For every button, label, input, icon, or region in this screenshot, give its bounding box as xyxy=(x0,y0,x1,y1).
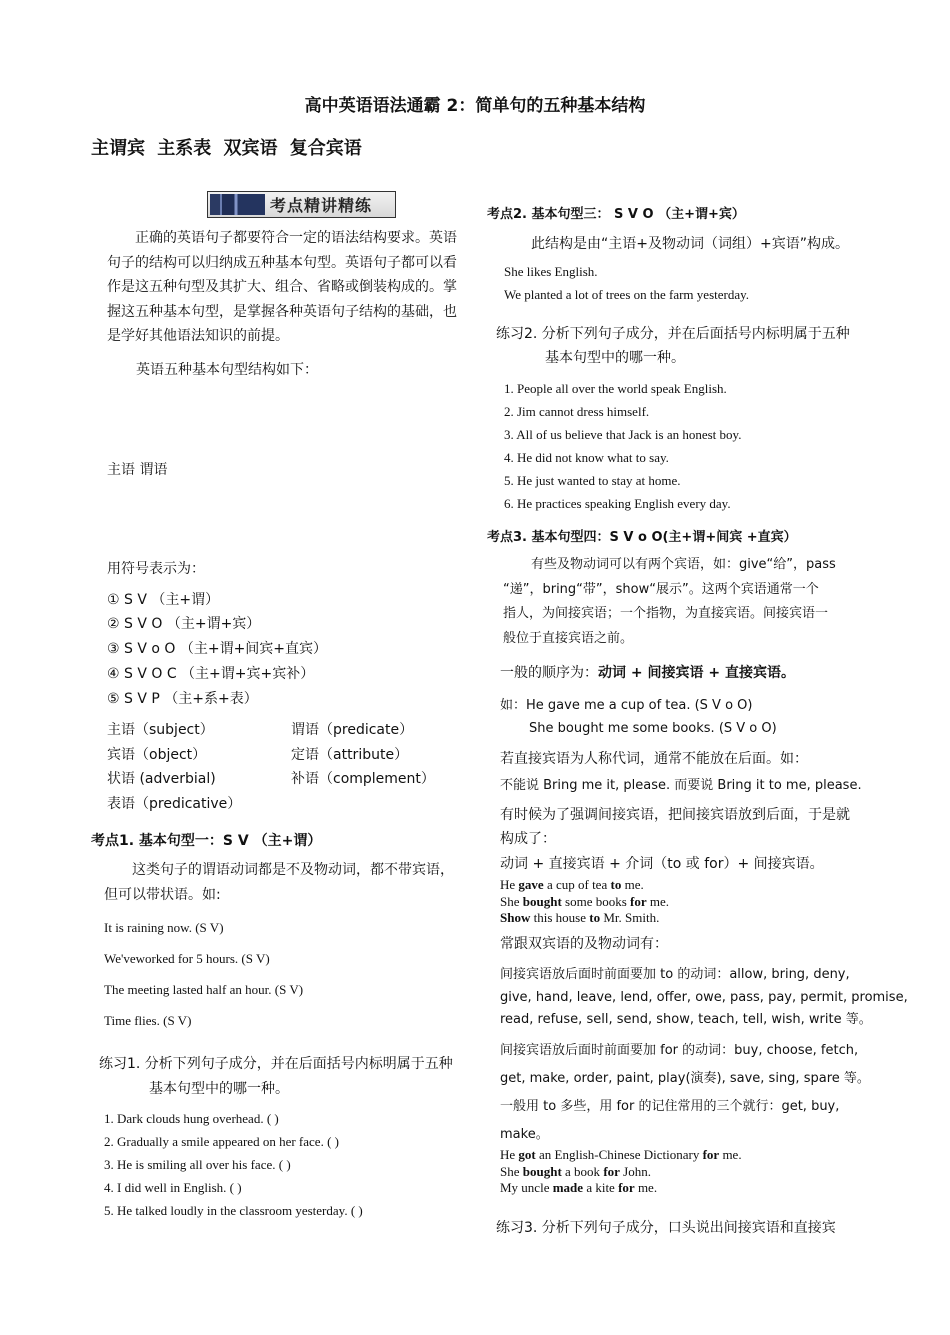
example-sentence: We'veworked for 5 hours. (S V) xyxy=(104,951,270,966)
pattern-item: ① S V （主+谓） xyxy=(107,592,220,608)
bold-word: to xyxy=(610,877,622,892)
example-sentence: She likes English. xyxy=(504,264,598,279)
text-run: John. xyxy=(619,1163,651,1179)
intro-line: 作是这五种句型及其扩大、组合、省略或倒装构成的。掌 xyxy=(107,279,457,295)
bold-word: for xyxy=(618,1180,635,1195)
symbols-intro: 用符号表示为： xyxy=(107,561,205,577)
text-run: He xyxy=(500,877,519,892)
structures-intro: 英语五种基本句型结构如下： xyxy=(136,362,318,378)
exercise1-title-cont: 基本句型中的哪一种。 xyxy=(149,1081,289,1097)
bold-word: for xyxy=(603,1163,620,1179)
bold-word: bought xyxy=(522,1163,562,1179)
badge-label: 考点精讲精练 xyxy=(270,196,373,215)
bold-word: Show xyxy=(500,910,531,925)
desc-line: 指人，为间接宾语；一个指物，为直接宾语。间接宾语一 xyxy=(503,606,829,621)
text-run: a book xyxy=(561,1163,604,1179)
bold-word: made xyxy=(552,1180,584,1195)
exercise1-title: 练习1. 分析下列句子成分，并在后面括号内标明属于五种 xyxy=(99,1056,453,1072)
intro-line: 是学好其他语法知识的前提。 xyxy=(107,328,289,344)
term: 状语 (adverbial) xyxy=(107,771,216,787)
example-sentence: The meeting lasted half an hour. (S V) xyxy=(104,982,304,997)
exercise2-title: 练习2. 分析下列句子成分，并在后面括号内标明属于五种 xyxy=(496,326,850,342)
verbs-line: get, make, order, paint, play(演奏), save, sing, spare 等。 xyxy=(500,1071,870,1086)
verbs-line: 间接宾语放后面时前面要加 for 的动词：buy, choose, fetch, xyxy=(500,1043,859,1058)
for-verbs-list xyxy=(500,1037,870,1093)
bold-word: bought xyxy=(522,893,562,909)
kaodian3-title: 考点3. 基本句型四：S V o O(主+谓+间宾 +直宾） xyxy=(487,530,797,545)
bold-word: gave xyxy=(518,877,544,892)
page-subtitle: 主谓宾 主系表 双宾语 复合宾语 xyxy=(91,138,362,159)
emphasis-note: 有时候为了强调间接宾语，把间接宾语放到后面，于是就 xyxy=(500,807,850,823)
example-sentence: Time flies. (S V) xyxy=(104,1013,192,1028)
exercise-item: 5. He just wanted to stay at home. xyxy=(504,473,681,488)
exercise3-title: 练习3. 分析下列句子成分，口头说出间接宾语和直接宾 xyxy=(496,1220,836,1236)
subject-predicate-label: 主语 谓语 xyxy=(107,462,168,478)
note-line: 一般用 to 多些，用 for 的记住常用的三个就行：get, buy, xyxy=(500,1099,840,1114)
desc-line: 但可以带状语。如: xyxy=(104,886,221,903)
example-sentence xyxy=(500,894,669,911)
exercise-item: 2. Gradually a smile appeared on her face. ( ) xyxy=(104,1134,339,1149)
exercise-item: 6. He practices speaking English every day. xyxy=(504,496,731,511)
exercise-item: 4. He did not know what to say. xyxy=(504,450,669,465)
note-line: make。 xyxy=(500,1127,549,1142)
example-sentence: 如：He gave me a cup of tea. (S V o O) xyxy=(500,698,753,713)
example-sentence: It is raining now. (S V) xyxy=(104,920,224,935)
verbs-line: read, refuse, sell, send, show, teach, tell, wish, write 等。 xyxy=(500,1012,872,1027)
verbs-line: give, hand, leave, lend, offer, owe, pass, pay, permit, promise, xyxy=(500,989,908,1005)
common-verbs-intro: 常跟双宾语的及物动词有： xyxy=(500,936,668,952)
text-run: My uncle xyxy=(500,1180,553,1195)
term: 表语（predicative） xyxy=(107,796,242,812)
exercise-item: 3. He is smiling all over his face. ( ) xyxy=(104,1157,291,1172)
bold-word: to xyxy=(589,910,601,925)
pattern-item: ⑤ S V P （主+系+表） xyxy=(107,691,258,707)
intro-line: 正确的英语句子都要符合一定的语法结构要求。英语 xyxy=(135,230,457,246)
emphasis-examples xyxy=(500,877,669,927)
section-badge xyxy=(207,191,396,218)
text-run: me. xyxy=(646,893,670,909)
desc-line: 般位于直接宾语之前。 xyxy=(503,630,634,646)
verbs-line: 间接宾语放后面时前面要加 to 的动词：allow, bring, deny, xyxy=(500,967,850,982)
pattern-item: ③ S V o O （主+谓+间宾+直宾） xyxy=(107,641,328,657)
example-sentence: She bought me some books. (S V o O) xyxy=(529,721,777,736)
kaodian2-desc: 此结构是由“主语+及物动词（词组）+宾语”构成。 xyxy=(531,236,849,252)
desc-line: 有些及物动词可以有两个宾语，如：give“给”，pass xyxy=(531,557,836,572)
desc-line: 这类句子的谓语动词都是不及物动词，都不带宾语， xyxy=(132,862,454,878)
bold-word: for xyxy=(702,1147,720,1162)
order-prefix: 一般的顺序为： xyxy=(500,665,598,681)
example-sentence: We planted a lot of trees on the farm yesterday. xyxy=(504,287,750,302)
text-run: Mr. Smith. xyxy=(600,910,660,925)
intro-paragraph xyxy=(107,226,457,349)
text-run: me. xyxy=(719,1147,742,1162)
order-line xyxy=(500,662,795,682)
term: 宾语（object） xyxy=(107,747,207,763)
emphasis-pattern: 动词 + 直接宾语 + 介词（to 或 for）+ 间接宾语。 xyxy=(500,856,824,872)
term: 定语（attribute） xyxy=(291,747,409,763)
term: 补语（complement） xyxy=(291,771,435,787)
to-verbs-list xyxy=(500,964,908,1032)
example-sentence xyxy=(500,1164,742,1181)
text-run: me. xyxy=(634,1180,658,1195)
example-sentence xyxy=(500,1180,742,1197)
text-run: a cup of tea xyxy=(543,877,611,892)
intro-line: 句子的结构可以归纳成五种基本句型。英语句子都可以看 xyxy=(107,254,457,271)
term: 主语（subject） xyxy=(107,722,214,738)
books-icon xyxy=(210,194,265,215)
term: 谓语（predicate） xyxy=(291,722,414,738)
text-run: an English-Chinese Dictionary xyxy=(535,1147,703,1162)
exercise-item: 3. All of us believe that Jack is an honest boy. xyxy=(504,427,742,442)
text-run: She xyxy=(500,1163,523,1179)
text-run: me. xyxy=(621,877,644,892)
exercise-item: 5. He talked loudly in the classroom yesterday. ( ) xyxy=(104,1203,363,1218)
exercise-item: 1. People all over the world speak English. xyxy=(504,381,727,396)
example-sentence xyxy=(500,910,669,927)
exercise-item: 4. I did well in English. ( ) xyxy=(104,1180,242,1195)
to-more-note xyxy=(500,1093,839,1149)
text-run: some books xyxy=(561,893,631,909)
page-title: 高中英语语法通霸 2：简单句的五种基本结构 xyxy=(304,96,646,116)
for-examples xyxy=(500,1147,742,1197)
exercise2-title-cont: 基本句型中的哪一种。 xyxy=(545,350,685,366)
pattern-item: ④ S V O C （主+谓+宾+宾补） xyxy=(107,666,315,682)
kaodian1-title: 考点1. 基本句型一：S V （主+谓） xyxy=(91,833,322,849)
example-sentence xyxy=(500,877,669,894)
desc-line: “递”，bring“带”，show“展示”。这两个宾语通常一个 xyxy=(503,581,819,597)
pattern-item: ② S V O （主+谓+宾） xyxy=(107,616,261,632)
example-sentence xyxy=(500,1147,742,1164)
text-run: She xyxy=(500,893,523,909)
exercise-item: 2. Jim cannot dress himself. xyxy=(504,404,650,419)
pronoun-note: 若直接宾语为人称代词，通常不能放在后面。如： xyxy=(500,751,808,767)
bold-word: for xyxy=(630,893,647,909)
text-run: He xyxy=(500,1147,519,1162)
pronoun-example: 不能说 Bring me it, please. 而要说 Bring it to me, please. xyxy=(500,778,862,793)
text-run: a kite xyxy=(583,1180,619,1195)
order-pattern: 动词 + 间接宾语 + 直接宾语。 xyxy=(598,665,795,681)
kaodian3-desc xyxy=(503,553,836,651)
text-run: this house xyxy=(530,910,590,925)
kaodian2-title: 考点2. 基本句型三： S V O （主+谓+宾） xyxy=(487,207,745,222)
bold-word: got xyxy=(518,1147,536,1162)
exercise-item: 1. Dark clouds hung overhead. ( ) xyxy=(104,1111,279,1126)
intro-line: 握这五种基本句型，是掌握各种英语句子结构的基础，也 xyxy=(107,303,457,320)
emphasis-note-cont: 构成了： xyxy=(500,831,556,847)
kaodian1-desc xyxy=(104,858,454,907)
